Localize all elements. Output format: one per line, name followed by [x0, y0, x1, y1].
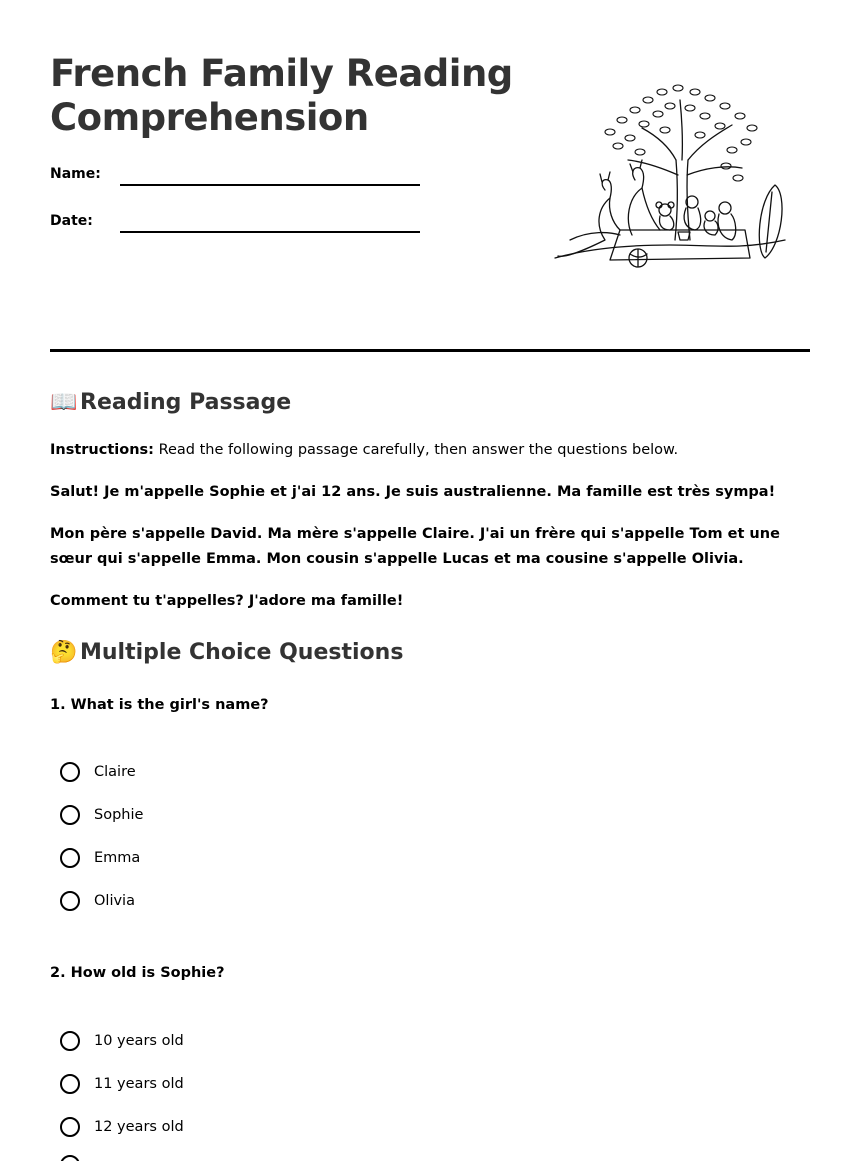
- mcq-heading: [50, 640, 403, 665]
- thinking-face-icon: 🤔: [50, 640, 78, 665]
- worksheet-header: [50, 0, 810, 352]
- book-icon: 📖: [50, 390, 78, 415]
- q1-option-olivia[interactable]: [60, 888, 135, 914]
- option-label: 11 years old: [94, 1076, 184, 1092]
- radio-button[interactable]: [60, 1117, 80, 1137]
- question-1: 1. What is the girl's name?: [50, 697, 269, 713]
- q1-option-emma[interactable]: [60, 845, 140, 871]
- option-label: 12 years old: [94, 1119, 184, 1135]
- instructions-label: Instructions:: [50, 442, 154, 458]
- q1-option-claire[interactable]: [60, 759, 136, 785]
- q2-option-11[interactable]: [60, 1071, 184, 1097]
- radio-button[interactable]: [60, 1155, 80, 1161]
- question-2: 2. How old is Sophie?: [50, 965, 225, 981]
- option-label: Emma: [94, 850, 141, 866]
- passage-paragraph-1: Salut! Je m'appelle Sophie et j'ai 12 ans. Je suis australienne. Ma famille est très sympa!: [50, 484, 776, 500]
- instructions: [50, 438, 810, 463]
- option-label: Claire: [94, 764, 136, 780]
- name-line[interactable]: [120, 184, 420, 186]
- date-field[interactable]: [50, 213, 420, 243]
- date-line[interactable]: [120, 231, 420, 233]
- date-label: Date:: [50, 213, 93, 229]
- q2-option-10[interactable]: [60, 1028, 184, 1054]
- radio-button[interactable]: [60, 848, 80, 868]
- passage-paragraph-3: Comment tu t'appelles? J'adore ma famille!: [50, 593, 404, 609]
- q2-option-12[interactable]: [60, 1114, 184, 1140]
- option-label: Sophie: [94, 807, 144, 823]
- radio-button[interactable]: [60, 762, 80, 782]
- reading-passage-heading: [50, 390, 291, 415]
- instructions-text: Read the following passage carefully, then answer the questions below.: [153, 442, 679, 458]
- passage-paragraph-2: Mon père s'appelle David. Ma mère s'appelle Claire. J'ai un frère qui s'appelle Tom et une sœur qui s'appelle Emma. Mon cousin s'appelle Lucas et ma cousine s'appelle Olivia.: [50, 526, 780, 567]
- family-picnic-illustration-icon: [550, 80, 790, 270]
- name-field[interactable]: [50, 166, 420, 196]
- header-divider: [50, 349, 810, 352]
- radio-button[interactable]: [60, 1031, 80, 1051]
- radio-button[interactable]: [60, 891, 80, 911]
- worksheet-page: [50, 0, 810, 1135]
- option-label: 10 years old: [94, 1033, 184, 1049]
- name-label: Name:: [50, 166, 101, 182]
- q1-option-sophie[interactable]: [60, 802, 143, 828]
- q2-option-partial[interactable]: [60, 1155, 94, 1161]
- option-label: Olivia: [94, 893, 135, 909]
- page-title: French Family Reading Comprehension: [50, 52, 513, 139]
- radio-button[interactable]: [60, 805, 80, 825]
- radio-button[interactable]: [60, 1074, 80, 1094]
- mcq-heading-text: Multiple Choice Questions: [80, 640, 404, 665]
- reading-passage-heading-text: Reading Passage: [80, 390, 292, 415]
